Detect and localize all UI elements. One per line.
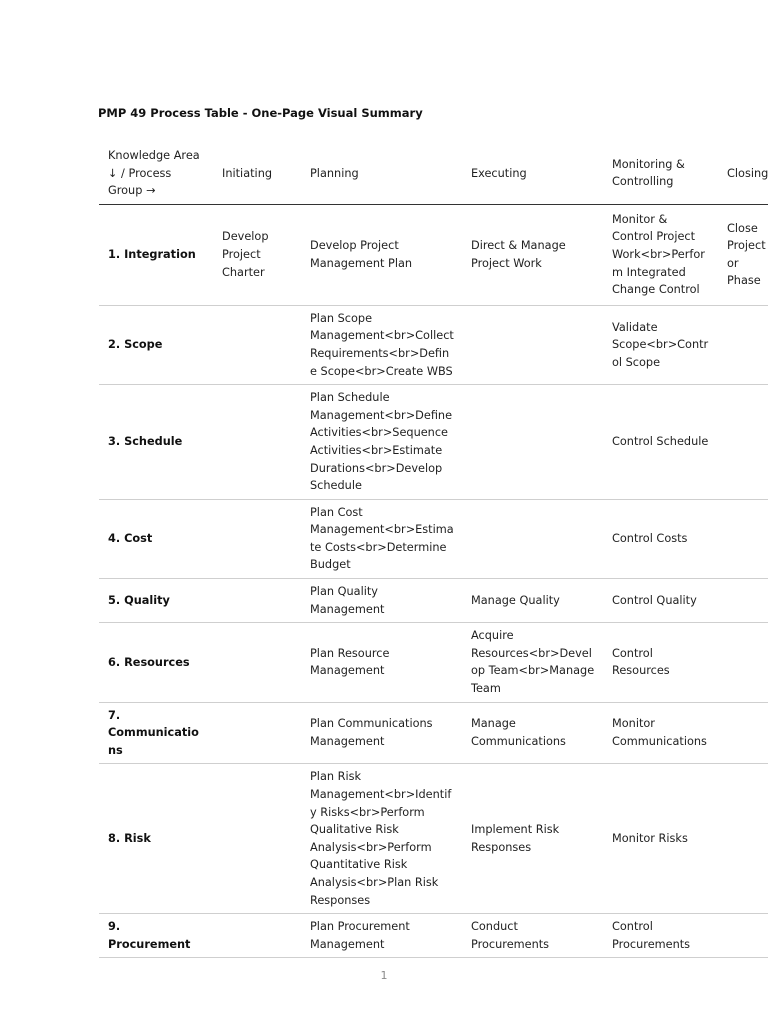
knowledge-area-cell: 2. Scope: [99, 305, 213, 384]
closing-cell: [718, 702, 768, 764]
monitoring-cell: Control Resources: [603, 623, 718, 702]
table-row: [99, 702, 768, 764]
initiating-cell: [213, 499, 301, 578]
monitoring-cell: Control Costs: [603, 499, 718, 578]
table-row: [99, 305, 768, 384]
initiating-cell: [213, 579, 301, 623]
initiating-cell: Develop Project Charter: [213, 204, 301, 305]
table-row: [99, 579, 768, 623]
initiating-cell: [213, 764, 301, 914]
knowledge-area-cell: 9. Procurement: [99, 914, 213, 958]
executing-cell: [462, 499, 603, 578]
executing-cell: [462, 385, 603, 500]
table-row: [99, 764, 768, 914]
knowledge-area-cell: 5. Quality: [99, 579, 213, 623]
closing-cell: [718, 305, 768, 384]
table-body: [99, 204, 768, 958]
executing-cell: Manage Quality: [462, 579, 603, 623]
initiating-cell: [213, 385, 301, 500]
closing-cell: [718, 499, 768, 578]
executing-cell: Implement Risk Responses: [462, 764, 603, 914]
monitoring-cell: Validate Scope<br>Control Scope: [603, 305, 718, 384]
executing-cell: [462, 305, 603, 384]
table-row: [99, 914, 768, 958]
planning-cell: Plan Communications Management: [301, 702, 462, 764]
knowledge-area-cell: 6. Resources: [99, 623, 213, 702]
executing-cell: Manage Communications: [462, 702, 603, 764]
executing-cell: Conduct Procurements: [462, 914, 603, 958]
planning-cell: Develop Project Management Plan: [301, 204, 462, 305]
knowledge-area-cell: 8. Risk: [99, 764, 213, 914]
document-title: PMP 49 Process Table - One-Page Visual Summary: [98, 106, 423, 120]
monitoring-cell: Control Quality: [603, 579, 718, 623]
planning-cell: Plan Procurement Management: [301, 914, 462, 958]
knowledge-area-cell: 4. Cost: [99, 499, 213, 578]
header-closing: Closing: [718, 143, 768, 204]
monitoring-cell: Monitor Communications: [603, 702, 718, 764]
knowledge-area-cell: 1. Integration: [99, 204, 213, 305]
initiating-cell: [213, 702, 301, 764]
table-row: [99, 623, 768, 702]
planning-cell: Plan Resource Management: [301, 623, 462, 702]
monitoring-cell: Monitor & Control Project Work<br>Perform Integrated Change Control: [603, 204, 718, 305]
header-row: [99, 143, 768, 204]
planning-cell: Plan Quality Management: [301, 579, 462, 623]
knowledge-area-cell: 7. Communications: [99, 702, 213, 764]
header-planning: Planning: [301, 143, 462, 204]
closing-cell: [718, 764, 768, 914]
executing-cell: Direct & Manage Project Work: [462, 204, 603, 305]
initiating-cell: [213, 623, 301, 702]
monitoring-cell: Monitor Risks: [603, 764, 718, 914]
table-row: [99, 385, 768, 500]
executing-cell: Acquire Resources<br>Develop Team<br>Manage Team: [462, 623, 603, 702]
header-knowledge-area: Knowledge Area ↓ / Process Group →: [99, 143, 213, 204]
header-initiating: Initiating: [213, 143, 301, 204]
closing-cell: [718, 623, 768, 702]
table-row: [99, 204, 768, 305]
planning-cell: Plan Risk Management<br>Identify Risks<br>Perform Qualitative Risk Analysis<br>Perform Quantitative Risk Analysis<br>Plan Risk Responses: [301, 764, 462, 914]
initiating-cell: [213, 914, 301, 958]
monitoring-cell: Control Schedule: [603, 385, 718, 500]
table-header: [99, 143, 768, 204]
monitoring-cell: Control Procurements: [603, 914, 718, 958]
process-table: [99, 143, 768, 958]
closing-cell: [718, 579, 768, 623]
table-row: [99, 499, 768, 578]
initiating-cell: [213, 305, 301, 384]
header-monitoring-controlling: Monitoring & Controlling: [603, 143, 718, 204]
closing-cell: Close Project or Phase: [718, 204, 768, 305]
planning-cell: Plan Scope Management<br>Collect Requirements<br>Define Scope<br>Create WBS: [301, 305, 462, 384]
page-number: 1: [380, 969, 388, 982]
planning-cell: Plan Schedule Management<br>Define Activities<br>Sequence Activities<br>Estimate Durations<br>Develop Schedule: [301, 385, 462, 500]
closing-cell: [718, 385, 768, 500]
header-executing: Executing: [462, 143, 603, 204]
closing-cell: [718, 914, 768, 958]
knowledge-area-cell: 3. Schedule: [99, 385, 213, 500]
planning-cell: Plan Cost Management<br>Estimate Costs<br>Determine Budget: [301, 499, 462, 578]
